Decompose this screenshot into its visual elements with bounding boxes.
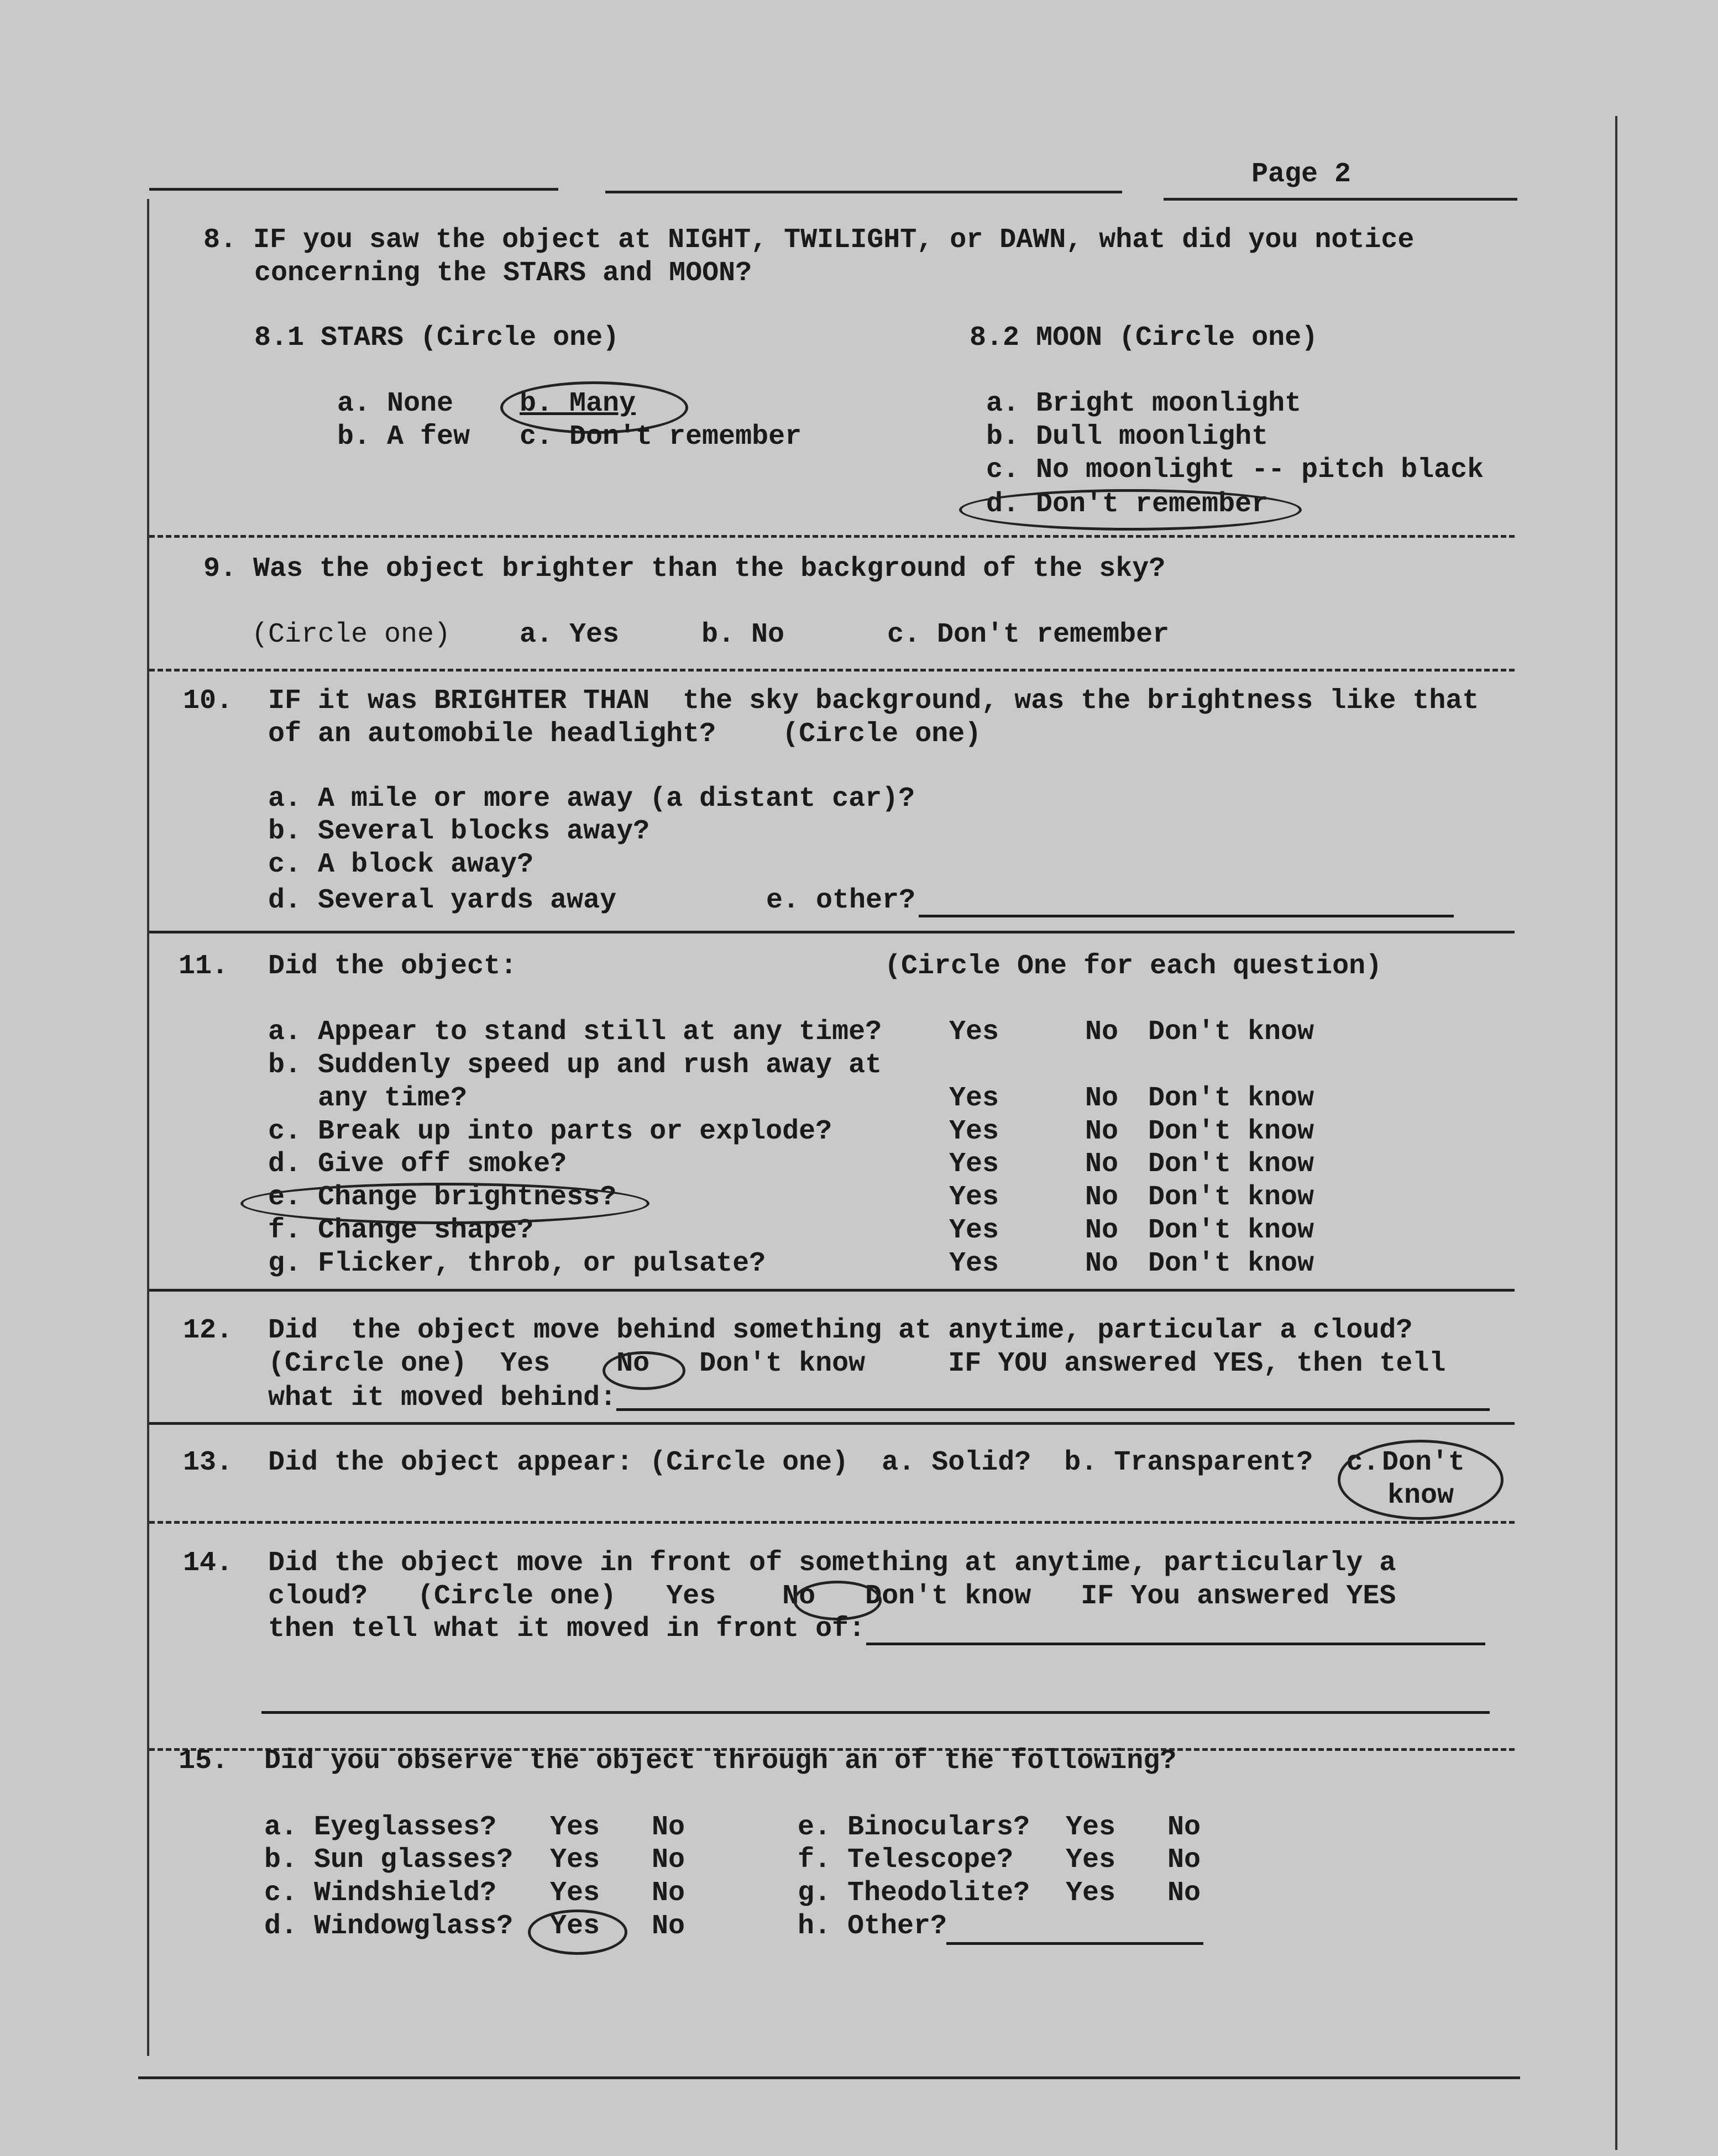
q12-text: Did the object move behind something at anytime, particular a cloud?	[268, 1315, 1413, 1346]
q10-number: 10.	[183, 685, 233, 717]
answer-circle	[240, 1183, 650, 1224]
q15-yes-option[interactable]: Yes	[550, 1911, 600, 1942]
q11-yes-option[interactable]: Yes	[949, 1016, 999, 1048]
q12-number: 12.	[183, 1315, 233, 1346]
answer-circle	[528, 1910, 627, 1955]
page-number: Page 2	[1251, 159, 1352, 190]
q11-yes-option[interactable]: Yes	[949, 1148, 999, 1180]
q11-dont-know-option[interactable]: Don't know	[1148, 1248, 1314, 1279]
q10-option[interactable]: e. other?	[766, 885, 916, 916]
q10-option[interactable]: b. Several blocks away?	[268, 816, 650, 847]
q10-option[interactable]: d. Several yards away	[268, 885, 617, 916]
q15-yes-option[interactable]: Yes	[550, 1877, 600, 1909]
q8-text: 8. IF you saw the object at NIGHT, TWILIGHT, or DAWN, what did you notice	[203, 224, 1415, 256]
q11-no-option[interactable]: No	[1085, 1083, 1119, 1114]
section-divider	[149, 1422, 1515, 1425]
q9-option[interactable]: a. Yes	[520, 619, 620, 651]
section-divider	[149, 535, 1515, 538]
q14-text: Did the object move in front of something at anytime, particularly a	[268, 1548, 1396, 1579]
q15-yes-option[interactable]: Yes	[550, 1812, 600, 1843]
right-border	[1615, 116, 1617, 2150]
moon-option[interactable]: c. No moonlight -- pitch black	[986, 454, 1484, 486]
q12-text: what it moved behind:	[268, 1382, 617, 1414]
q11-dont-know-option[interactable]: Don't know	[1148, 1016, 1314, 1048]
q15-no-option[interactable]: No	[652, 1844, 685, 1876]
q14-text: then tell what it moved in front of:	[268, 1613, 866, 1645]
q10-text: IF it was BRIGHTER THAN the sky background, was the brightness like that	[268, 685, 1479, 717]
q9-text: 9. Was the object brighter than the background of the sky?	[203, 553, 1166, 585]
q9-option[interactable]: b. No	[701, 619, 785, 651]
q15-yes-option[interactable]: Yes	[1066, 1812, 1116, 1843]
q11-no-option[interactable]: No	[1085, 1148, 1119, 1180]
stars-option[interactable]: c. Don't remember	[520, 421, 802, 453]
q11-no-option[interactable]: No	[1085, 1248, 1119, 1279]
q13-option[interactable]: know	[1387, 1480, 1454, 1512]
q13-text: Did the object appear: (Circle one) a. Solid? b. Transparent? c.	[268, 1447, 1380, 1478]
q11-title: Did the object:	[268, 951, 517, 982]
q8-stars-title: 8.1 STARS (Circle one)	[254, 322, 620, 354]
q15-item: g. Theodolite?	[798, 1877, 1030, 1909]
q11-dont-know-option[interactable]: Don't know	[1148, 1116, 1314, 1147]
q15-item: b. Sun glasses?	[264, 1844, 514, 1876]
stars-option[interactable]: b. Many	[520, 388, 636, 419]
stars-option[interactable]: a. None	[337, 388, 454, 419]
q15-number: 15.	[179, 1745, 229, 1777]
q11-dont-know-option[interactable]: Don't know	[1148, 1083, 1314, 1114]
q11-item: any time?	[268, 1083, 468, 1114]
left-border	[147, 199, 149, 2056]
q11-item: g. Flicker, throb, or pulsate?	[268, 1248, 766, 1279]
answer-circle	[1338, 1440, 1504, 1520]
q15-no-option[interactable]: No	[1167, 1877, 1201, 1909]
q15-item: f. Telescope?	[798, 1844, 1014, 1876]
q11-no-option[interactable]: No	[1085, 1182, 1119, 1213]
q11-no-option[interactable]: No	[1085, 1116, 1119, 1147]
q11-item: c. Break up into parts or explode?	[268, 1116, 832, 1147]
q11-item: d. Give off smoke?	[268, 1148, 567, 1180]
q15-item: e. Binoculars?	[798, 1812, 1030, 1843]
q11-dont-know-option[interactable]: Don't know	[1148, 1215, 1314, 1246]
q15-title: Did you observe the object through an of the following?	[264, 1745, 1177, 1777]
q14-number: 14.	[183, 1548, 233, 1579]
q11-yes-option[interactable]: Yes	[949, 1116, 999, 1147]
bottom-rule	[138, 2076, 1520, 2079]
q8-moon-title: 8.2 MOON (Circle one)	[970, 322, 1318, 354]
moon-option[interactable]: a. Bright moonlight	[986, 388, 1302, 419]
q15-item: a. Eyeglasses?	[264, 1812, 497, 1843]
q15-other-field[interactable]	[946, 1942, 1203, 1945]
q14-front-field-line2[interactable]	[261, 1711, 1490, 1714]
q15-no-option[interactable]: No	[652, 1812, 685, 1843]
q15-yes-option[interactable]: Yes	[550, 1844, 600, 1876]
q11-yes-option[interactable]: Yes	[949, 1083, 999, 1114]
q15-no-option[interactable]: No	[1167, 1844, 1201, 1876]
q11-item: f. Change shape?	[268, 1215, 534, 1246]
q11-no-option[interactable]: No	[1085, 1215, 1119, 1246]
section-divider	[149, 669, 1515, 672]
q15-item: d. Windowglass?	[264, 1911, 514, 1942]
q11-dont-know-option[interactable]: Don't know	[1148, 1182, 1314, 1213]
moon-option[interactable]: d. Don't remember	[986, 489, 1269, 520]
q11-item: a. Appear to stand still at any time?	[268, 1016, 882, 1048]
section-divider	[149, 1521, 1515, 1524]
q15-no-option[interactable]: No	[652, 1911, 685, 1942]
answer-circle	[959, 489, 1302, 531]
q10-option[interactable]: c. A block away?	[268, 849, 534, 880]
q12-behind-field[interactable]	[616, 1408, 1490, 1411]
q11-dont-know-option[interactable]: Don't know	[1148, 1148, 1314, 1180]
stars-option[interactable]: b. A few	[337, 421, 470, 453]
header-rule	[605, 191, 1122, 193]
q15-yes-option[interactable]: Yes	[1066, 1877, 1116, 1909]
q15-no-option[interactable]: No	[652, 1877, 685, 1909]
q15-item: c. Windshield?	[264, 1877, 497, 1909]
q11-item: e. Change brightness?	[268, 1182, 617, 1213]
q11-yes-option[interactable]: Yes	[949, 1215, 999, 1246]
q14-text: cloud? (Circle one) Yes No Don't know IF You answered YES	[268, 1581, 1396, 1612]
q10-text: of an automobile headlight? (Circle one)	[268, 718, 982, 750]
q11-yes-option[interactable]: Yes	[949, 1182, 999, 1213]
q11-no-option[interactable]: No	[1085, 1016, 1119, 1048]
section-divider	[149, 1289, 1515, 1292]
q11-yes-option[interactable]: Yes	[949, 1248, 999, 1279]
q11-instruction: (Circle One for each question)	[884, 951, 1382, 982]
q10-option[interactable]: a. A mile or more away (a distant car)?	[268, 783, 915, 815]
header-rule	[1164, 198, 1517, 201]
section-divider	[149, 931, 1515, 933]
q10-other-field[interactable]	[919, 915, 1454, 917]
q15-no-option[interactable]: No	[1167, 1812, 1201, 1843]
header-rule	[149, 188, 558, 191]
q12-text: (Circle one) Yes No Don't know IF YOU answered YES, then tell	[268, 1348, 1446, 1379]
q15-yes-option[interactable]: Yes	[1066, 1844, 1116, 1876]
q11-number: 11.	[179, 951, 229, 982]
q15-item: h. Other?	[798, 1911, 947, 1942]
q14-front-field[interactable]	[866, 1643, 1485, 1645]
q11-item: b. Suddenly speed up and rush away at	[268, 1050, 882, 1081]
q13-number: 13.	[183, 1447, 233, 1478]
moon-option[interactable]: b. Dull moonlight	[986, 421, 1269, 453]
q13-option[interactable]: Don't	[1382, 1447, 1465, 1478]
q8-text: concerning the STARS and MOON?	[254, 258, 752, 289]
q9-option[interactable]: c. Don't remember	[887, 619, 1170, 651]
q9-instruction: (Circle one)	[252, 619, 451, 651]
